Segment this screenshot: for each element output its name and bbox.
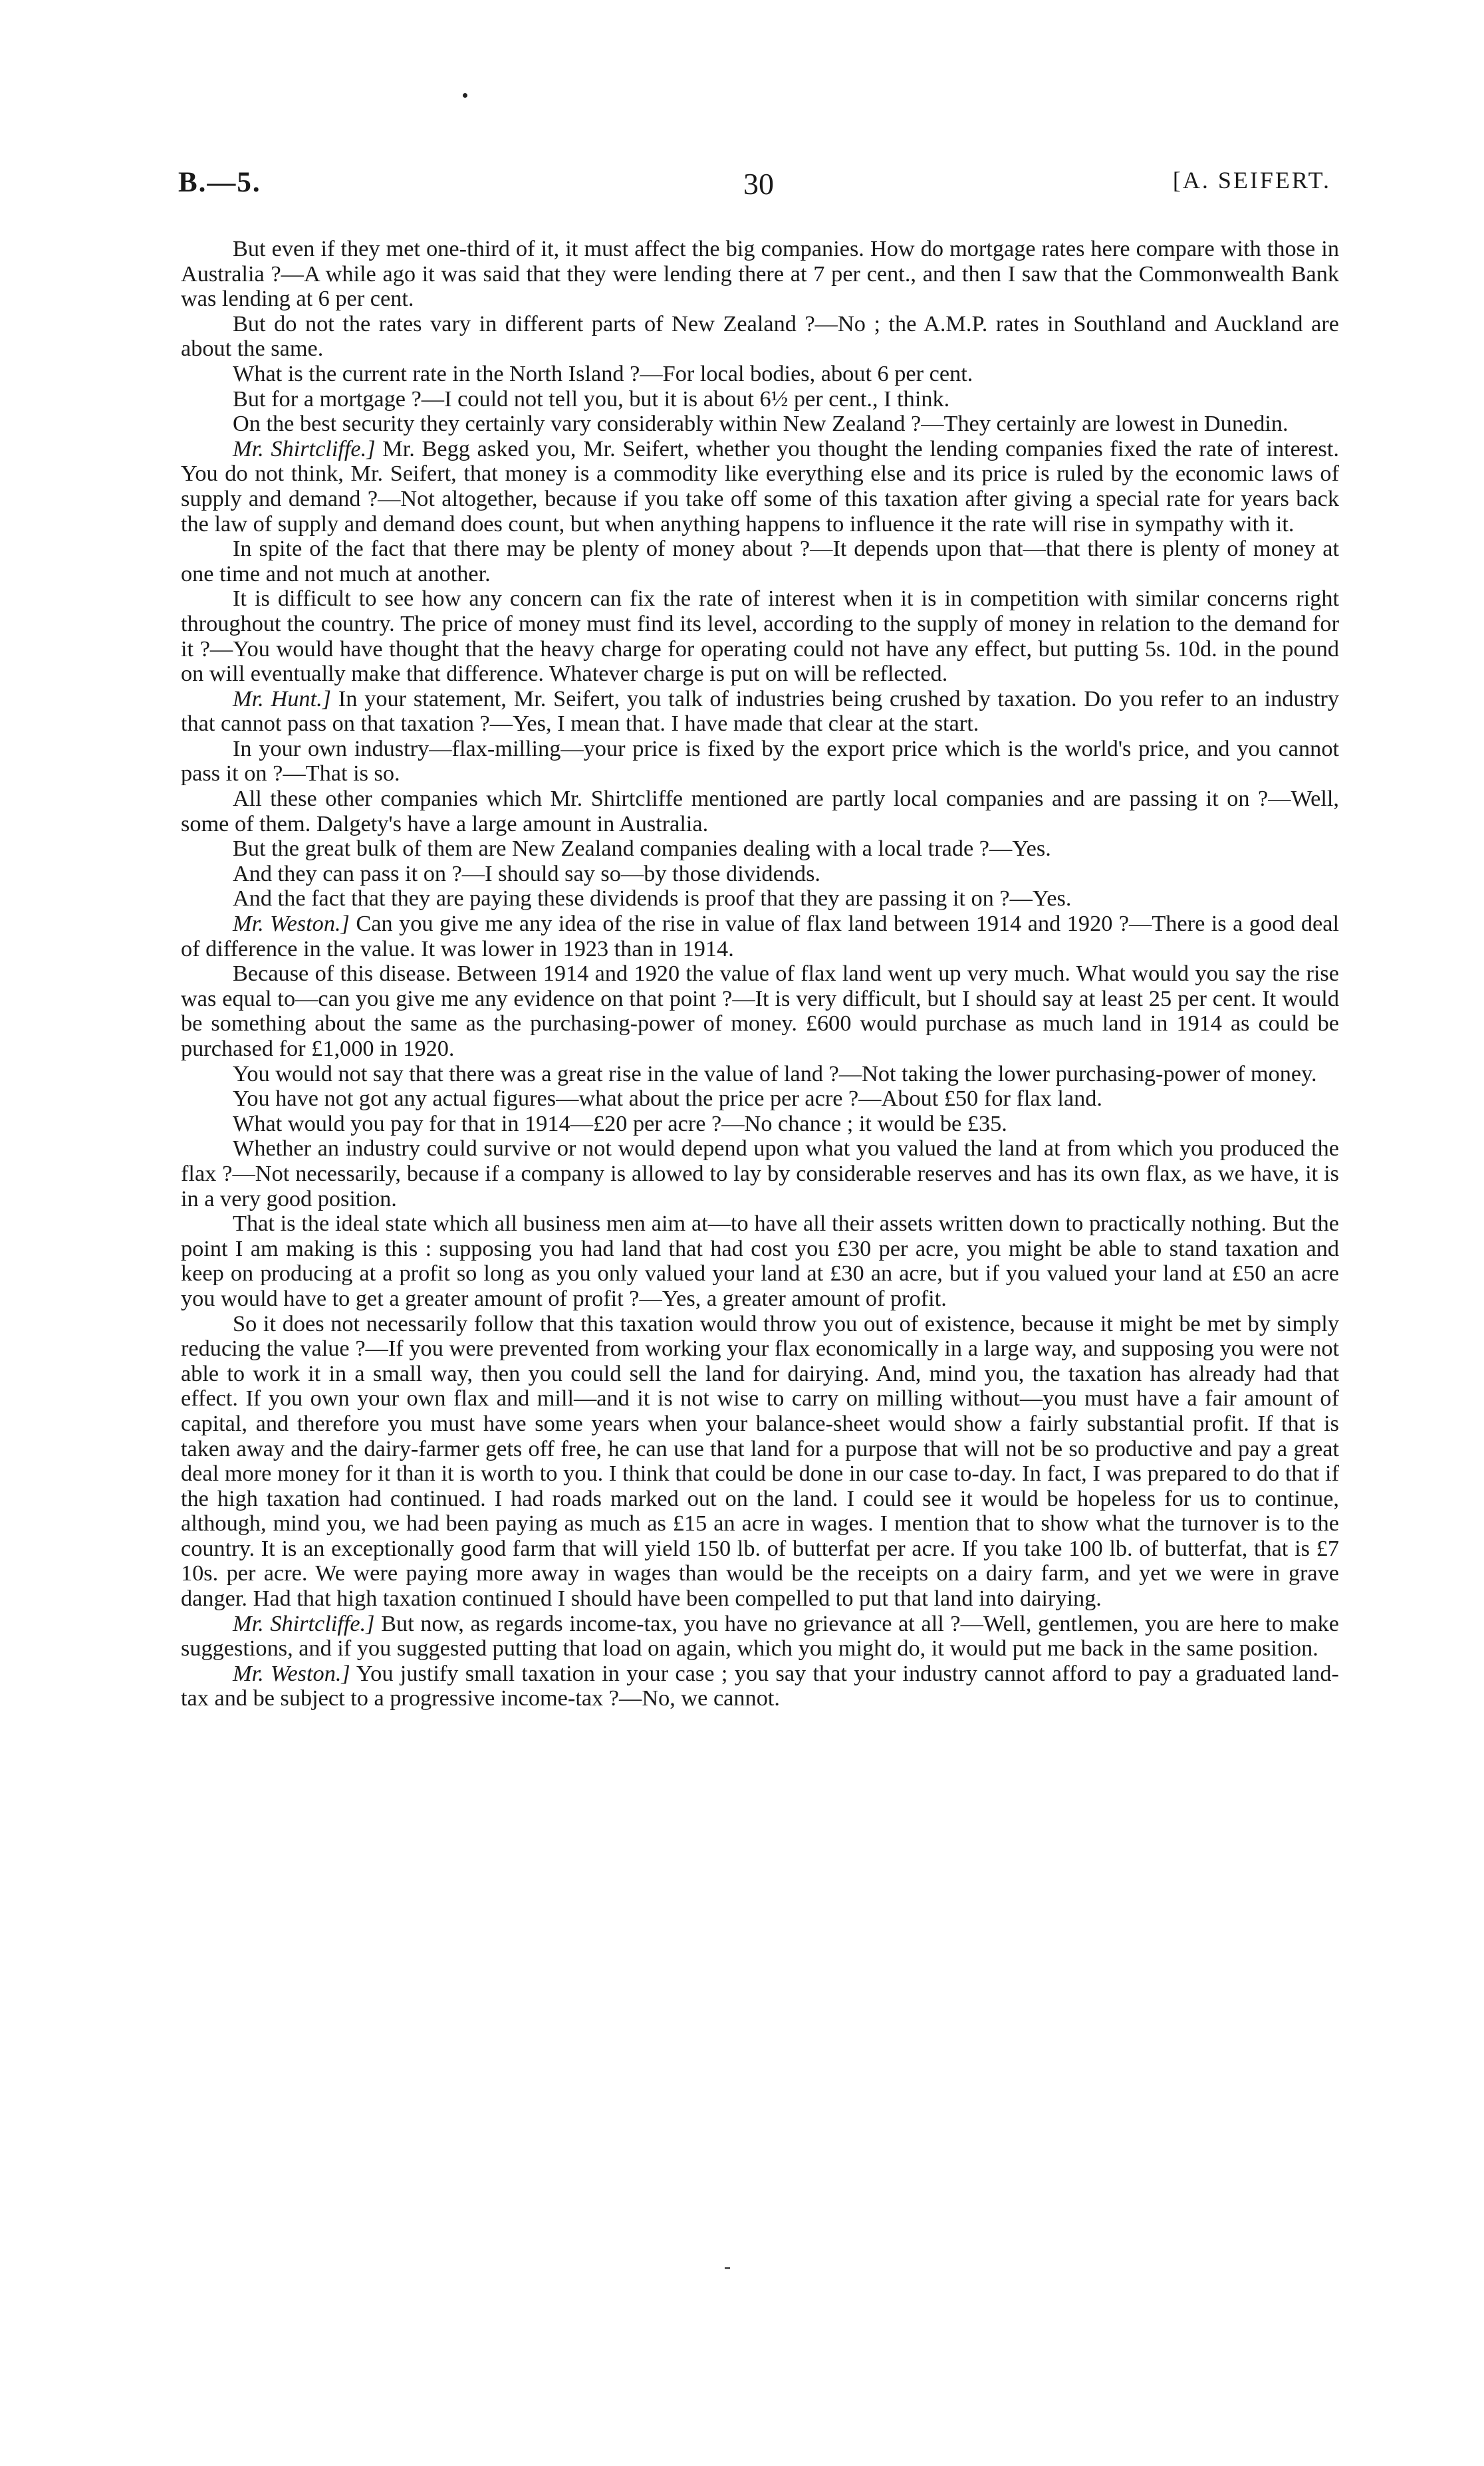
paragraph-text: All these other companies which Mr. Shirtcliffe mentioned are partly local companies and are passing it on ?—Well, some of them. Dalgety's have a large amount in Australia. (181, 786, 1339, 836)
testimony-paragraph (181, 1086, 1339, 1112)
paragraph-text: On the best security they certainly vary considerably within New Zealand ?—They certainly are lowest in Dunedin. (233, 411, 1289, 437)
end-mark (725, 2267, 730, 2269)
page-number: 30 (743, 167, 774, 201)
paragraph-text: That is the ideal state which all business men aim at—to have all their assets written down to practically nothing. But the point I am making is this : supposing you had land that had cost you £30 per acre, you might be able to stand taxation and keep on producing at a profit so long as you only valued your land at £30 an acre, but if you valued your land at £50 an acre you would have to get a greater amount of profit ?—Yes, a greater amount of profit. (181, 1211, 1339, 1311)
testimony-paragraph (181, 912, 1339, 961)
speaker-label: Mr. Weston.] (233, 911, 350, 937)
paragraph-text: But for a mortgage ?—I could not tell you, but it is about 6½ per cent., I think. (233, 386, 950, 412)
paragraph-text: Can you give me any idea of the rise in value of flax land between 1914 and 1920 ?—There is a good deal of difference in the value. It was lower in 1923 than in 1914. (181, 911, 1339, 961)
witness-name: [A. SEIFERT. (1172, 167, 1331, 193)
paragraph-text: Because of this disease. Between 1914 and 1920 the value of flax land went up very much. What would you say the rise was equal to—can you give me any evidence on that point ?—It is very difficult, but I should say at least 25 per cent. It would be something about the same as the purchasing-power of money. £600 would purchase as much land in 1914 as could be purchased for £1,000 in 1920. (181, 961, 1339, 1061)
testimony-paragraph (181, 1136, 1339, 1211)
testimony-paragraph (181, 412, 1339, 437)
testimony-paragraph (181, 586, 1339, 686)
paragraph-text: But the great bulk of them are New Zealand companies dealing with a local trade ?—Yes. (233, 836, 1051, 862)
testimony-paragraph (181, 1662, 1339, 1711)
paragraph-text: It is difficult to see how any concern can fix the rate of interest when it is in competition with similar concerns right throughout the country. The price of money must find its level, according to the supply of money in relation to the demand for it ?—You would have thought that the heavy charge for operating could not have any effect, but putting 5s. 10d. in the pound on will eventually make that difference. Whatever charge is put on will be reflected. (181, 586, 1339, 687)
testimony-paragraph (181, 737, 1339, 787)
testimony-paragraph (181, 1612, 1339, 1662)
paragraph-text: So it does not necessarily follow that this taxation would throw you out of existence, because it might be met by simply reducing the value ?—If you were prevented from working your flax economically in a large way, and supposing you were not able to work it in a small way, then you could sell the land for dairying. And, mind you, the taxation has already had that effect. If you own your own flax and mill—and it is not wise to carry on milling without—you must have a fair amount of capital, and therefore you must have some years when your balance-sheet would show a fairly substantial profit. If that is taken away and the dairy-farmer gets off free, he can use that land for a purpose that will not be so productive and pay a great deal more money for it than it is worth to you. I think that could be done in our case to-day. In fact, I was prepared to do that if the high taxation had continued. I had roads marked out on the land. I could see it would be hopeless for us to continue, although, mind you, we had been paying as much as £15 an acre in wages. I mention that to show what the turnover is to the country. It is an exceptionally good farm that will yield 150 lb. of butterfat per acre. If you take 100 lb. of butterfat, that is £7 10s. per acre. We were paying more away in wages than would be the receipts on a dairy farm, and yet we were in grave danger. Had that high taxation continued I should have been compelled to put that land into dairying. (181, 1310, 1339, 1612)
paragraph-text: And they can pass it on ?—I should say so—by those dividends. (233, 860, 820, 886)
testimony-paragraph (181, 836, 1339, 862)
testimony-paragraph (181, 537, 1339, 586)
paragraph-text: Mr. Begg asked you, Mr. Seifert, whether you thought the lending companies fixed the rate of interest. You do not think, Mr. Seifert, that money is a commodity like everything else and its price is ruled by the economic laws of supply and demand ?—Not altogether, because if you take off some of this taxation after giving a special rate for years back the law of supply and demand does count, but when anything happens to influence it the rate will rise in sympathy with it. (181, 435, 1339, 537)
testimony-paragraph (181, 237, 1339, 312)
paragraph-text: You justify small taxation in your case ; you say that your industry cannot afford to pay a graduated land-tax and be subject to a progressive income-tax ?—No, we cannot. (181, 1660, 1339, 1711)
testimony-paragraph (181, 437, 1339, 537)
paragraph-text: But do not the rates vary in different parts of New Zealand ?—No ; the A.M.P. rates in Southland and Auckland are about the same. (181, 310, 1339, 362)
testimony-paragraph (181, 886, 1339, 912)
paragraph-text: What would you pay for that in 1914—£20 per acre ?—No chance ; it would be £35. (233, 1110, 1007, 1136)
paragraph-text: But now, as regards income-tax, you have no grievance at all ?—Well, gentlemen, you are here to make suggestions, and if you suggested putting that load on again, which you might do, it would put me back in the same position. (181, 1610, 1339, 1662)
testimony-paragraph (181, 787, 1339, 836)
paragraph-text: But even if they met one-third of it, it must affect the big companies. How do mortgage rates here compare with those in Australia ?—A while ago it was said that they were lending there at 7 per cent., and then I saw that the Commonwealth Bank was lending at 6 per cent. (181, 236, 1339, 312)
testimony-paragraph (181, 862, 1339, 887)
paragraph-text: You have not got any actual figures—what about the price per acre ?—About £50 for flax land. (233, 1086, 1102, 1112)
testimony-paragraph (181, 1062, 1339, 1087)
testimony-paragraph (181, 961, 1339, 1061)
paragraph-text: Whether an industry could survive or not would depend upon what you valued the land at from which you produced the flax ?—Not necessarily, because if a company is allowed to lay by considerable reserves and has its own flax, as we have, it is in a very good position. (181, 1136, 1339, 1211)
paragraph-text: What is the current rate in the North Island ?—For local bodies, about 6 per cent. (233, 360, 973, 386)
testimony-paragraph (181, 1112, 1339, 1137)
speaker-label: Mr. Shirtcliffe.] (233, 435, 376, 461)
speaker-label: Mr. Weston.] (233, 1660, 350, 1686)
testimony-paragraph (181, 362, 1339, 387)
testimony-paragraph (181, 687, 1339, 737)
speaker-label: Mr. Hunt.] (233, 685, 332, 711)
paragraph-text: In spite of the fact that there may be plenty of money about ?—It depends upon that—that there is plenty of money at one time and not much at another. (181, 536, 1339, 586)
paragraph-text: You would not say that there was a great rise in the value of land ?—Not taking the lower purchasing-power of money. (233, 1060, 1317, 1086)
printer-mark (463, 93, 467, 98)
testimony-paragraph (181, 312, 1339, 362)
speaker-label: Mr. Shirtcliffe.] (233, 1610, 375, 1636)
paragraph-text: And the fact that they are paying these dividends is proof that they are passing it on ?—Yes. (233, 886, 1072, 912)
paragraph-text: In your statement, Mr. Seifert, you talk of industries being crushed by taxation. Do you refer to an industry that cannot pass on that taxation ?—Yes, I mean that. I have made that clear at the start. (181, 685, 1339, 737)
testimony-paragraph (181, 1312, 1339, 1612)
paragraph-text: In your own industry—flax-milling—your price is fixed by the export price which is the world's price, and you cannot pass it on ?—That is so. (181, 735, 1339, 787)
testimony-body (181, 237, 1339, 1711)
page-header (178, 166, 1331, 206)
document-reference: B.—5. (178, 167, 261, 198)
testimony-paragraph (181, 387, 1339, 412)
testimony-paragraph (181, 1211, 1339, 1311)
